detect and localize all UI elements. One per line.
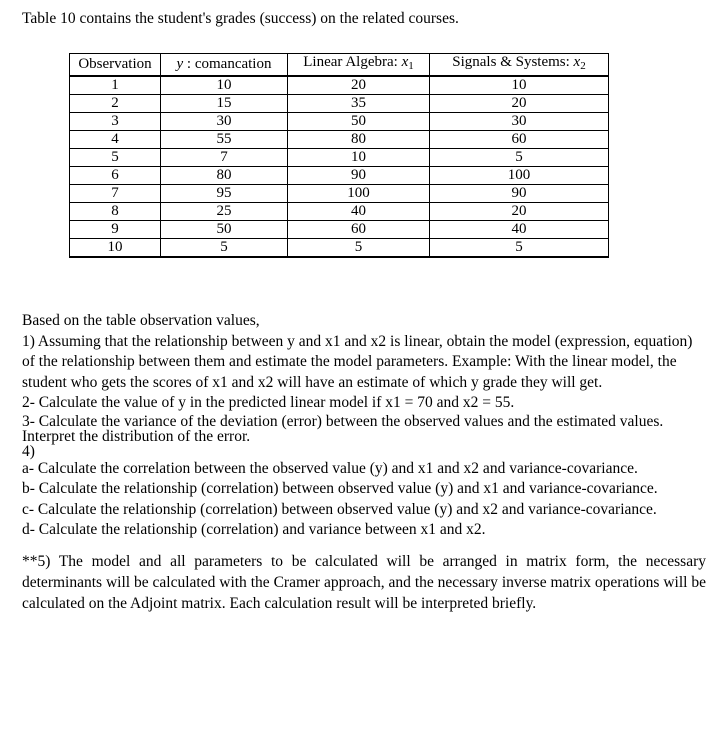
table-row (70, 76, 609, 95)
cell-y: 95 (161, 185, 288, 203)
header-y (161, 54, 288, 77)
question-3: 3- Calculate the variance of the deviation (error) between the observed values and the estimated values. Interpret the distribution of the error. (22, 412, 664, 445)
table-row (70, 203, 609, 221)
table-row (70, 239, 609, 258)
table-row (70, 221, 609, 239)
cell-x2: 30 (430, 113, 609, 131)
cell-obs: 3 (70, 113, 161, 131)
cell-y: 30 (161, 113, 288, 131)
cell-x2: 100 (430, 167, 609, 185)
cell-x2: 60 (430, 131, 609, 149)
cell-x1: 20 (288, 76, 430, 95)
question-4c: c- Calculate the relationship (correlation) between observed value (y) and x2 and variance-covariance. (22, 500, 657, 518)
question-text (22, 311, 706, 614)
header-x2 (430, 54, 609, 77)
question-4a: a- Calculate the correlation between the observed value (y) and x1 and x2 and variance-covariance. (22, 459, 638, 477)
grades-table (69, 53, 609, 258)
x1-symbol: x (401, 54, 409, 70)
cell-x2: 10 (430, 76, 609, 95)
cell-obs: 10 (70, 239, 161, 258)
question-2: 2- Calculate the value of y in the predicted linear model if x1 = 70 and x2 = 55. (22, 394, 515, 411)
cell-x1: 10 (288, 149, 430, 167)
cell-y: 10 (161, 76, 288, 95)
table-row (70, 131, 609, 149)
question-5: **5) The model and all parameters to be calculated will be arranged in matrix form, the necessary determinants will be calculated with the Cramer approach, and the necessary inverse matrix operations will be calculated on the Adjoint matrix. Each calculation result will be interpreted briefly. (22, 552, 706, 612)
cell-x1: 35 (288, 95, 430, 113)
header-observation: Observation (70, 54, 161, 77)
cell-x1: 50 (288, 113, 430, 131)
cell-obs: 6 (70, 167, 161, 185)
x2-symbol: x (573, 54, 581, 70)
cell-x1: 60 (288, 221, 430, 239)
question-4b: b- Calculate the relationship (correlation) between observed value (y) and x1 and variance-covariance. (22, 480, 658, 497)
lead-text: Based on the table observation values, (22, 312, 260, 329)
table-row (70, 167, 609, 185)
cell-y: 25 (161, 203, 288, 221)
question-4d: d- Calculate the relationship (correlation) and variance between x1 and x2. (22, 521, 486, 538)
cell-y: 80 (161, 167, 288, 185)
cell-obs: 4 (70, 131, 161, 149)
cell-x1: 40 (288, 203, 430, 221)
cell-x2: 90 (430, 185, 609, 203)
cell-x1: 90 (288, 167, 430, 185)
cell-x1: 80 (288, 131, 430, 149)
cell-obs: 1 (70, 76, 161, 95)
question-4: 4) (22, 442, 35, 460)
table-row (70, 95, 609, 113)
x1-subscript: 1 (408, 60, 414, 72)
cell-obs: 5 (70, 149, 161, 167)
y-label: : comancation (183, 56, 272, 72)
cell-obs: 7 (70, 185, 161, 203)
x2-label: Signals & Systems: (452, 54, 574, 70)
table-row (70, 185, 609, 203)
cell-x1: 100 (288, 185, 430, 203)
cell-y: 15 (161, 95, 288, 113)
table-row (70, 149, 609, 167)
question-1: 1) Assuming that the relationship between y and x1 and x2 is linear, obtain the model (expression, equation) of the relationship between them and estimate the model parameters. Example: With the linear model, the student who gets the scores of x1 and x2 will have an estimate of which y grade they will get. (22, 332, 693, 391)
cell-x2: 5 (430, 149, 609, 167)
x2-subscript: 2 (580, 60, 586, 72)
cell-x1: 5 (288, 239, 430, 258)
cell-x2: 5 (430, 239, 609, 258)
y-symbol: y (176, 56, 184, 72)
x1-label: Linear Algebra: (303, 54, 402, 70)
cell-obs: 8 (70, 203, 161, 221)
cell-y: 50 (161, 221, 288, 239)
header-x1 (288, 54, 430, 77)
cell-obs: 2 (70, 95, 161, 113)
cell-y: 55 (161, 131, 288, 149)
cell-y: 7 (161, 149, 288, 167)
table-header-row (70, 54, 609, 77)
cell-obs: 9 (70, 221, 161, 239)
table-body (70, 76, 609, 257)
cell-x2: 20 (430, 203, 609, 221)
cell-y: 5 (161, 239, 288, 258)
cell-x2: 40 (430, 221, 609, 239)
cell-x2: 20 (430, 95, 609, 113)
intro-text: Table 10 contains the student's grades (success) on the related courses. (22, 10, 459, 27)
table-row (70, 113, 609, 131)
